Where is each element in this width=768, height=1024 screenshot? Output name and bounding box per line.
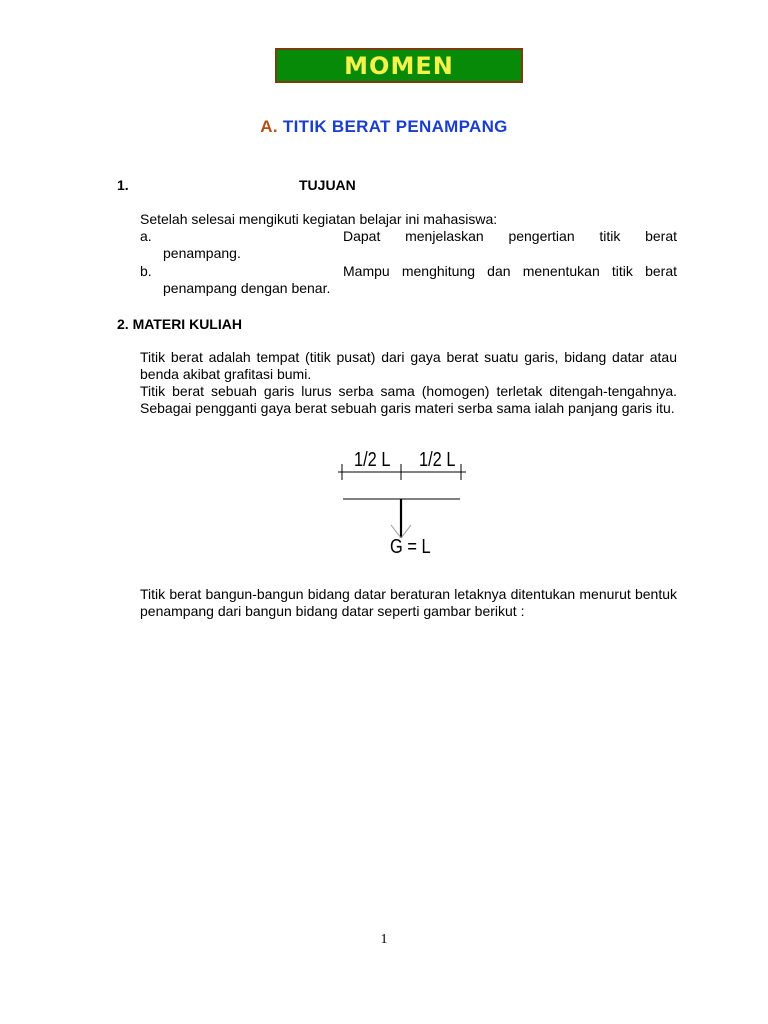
force-label: G = L (390, 536, 431, 558)
part1-number: 1. (117, 177, 129, 193)
title-banner (275, 48, 523, 83)
objective-marker: a. (140, 228, 152, 244)
section-title (0, 117, 768, 137)
materi-paragraphs (140, 349, 677, 417)
paragraph-shapes: Titik berat bangun-bangun bidang datar beraturan letaknya ditentukan menurut bentuk penampang dari bangun bidang datar seperti gambar berikut : (140, 586, 677, 619)
line-centroid-diagram (330, 445, 480, 570)
part1-intro: Setelah selesai mengikuti kegiatan belajar ini mahasiswa: (140, 211, 498, 227)
page-number: 1 (380, 932, 388, 947)
right-half-label: 1/2 L (419, 449, 456, 471)
objective-continuation: penampang. (163, 245, 241, 261)
objective-marker: b. (140, 263, 152, 279)
section-letter: A. (260, 117, 278, 136)
section-name: TITIK BERAT PENAMPANG (282, 117, 508, 136)
objective-continuation: penampang dengan benar. (163, 280, 331, 296)
objective-item-a (140, 228, 677, 262)
paragraph-definition: Titik berat adalah tempat (titik pusat) dari gaya berat suatu garis, bidang datar atau benda akibat grafitasi bumi. (140, 349, 677, 382)
paragraph-line-centroid: Titik berat sebuah garis lurus serba sama (homogen) terletak ditengah-tengahnya. Sebagai pengganti gaya berat sebuah garis materi serba sama ialah panjang garis itu. (140, 383, 677, 416)
document-title: MOMEN (344, 51, 454, 80)
part2-heading: 2. MATERI KULIAH (117, 316, 242, 332)
left-half-label: 1/2 L (354, 449, 391, 471)
objective-item-b (140, 263, 677, 297)
objective-text: Dapat menjelaskan pengertian titik berat (343, 228, 677, 244)
part1-heading: TUJUAN (299, 177, 356, 193)
objective-text: Mampu menghitung dan menentukan titik berat (343, 263, 677, 279)
